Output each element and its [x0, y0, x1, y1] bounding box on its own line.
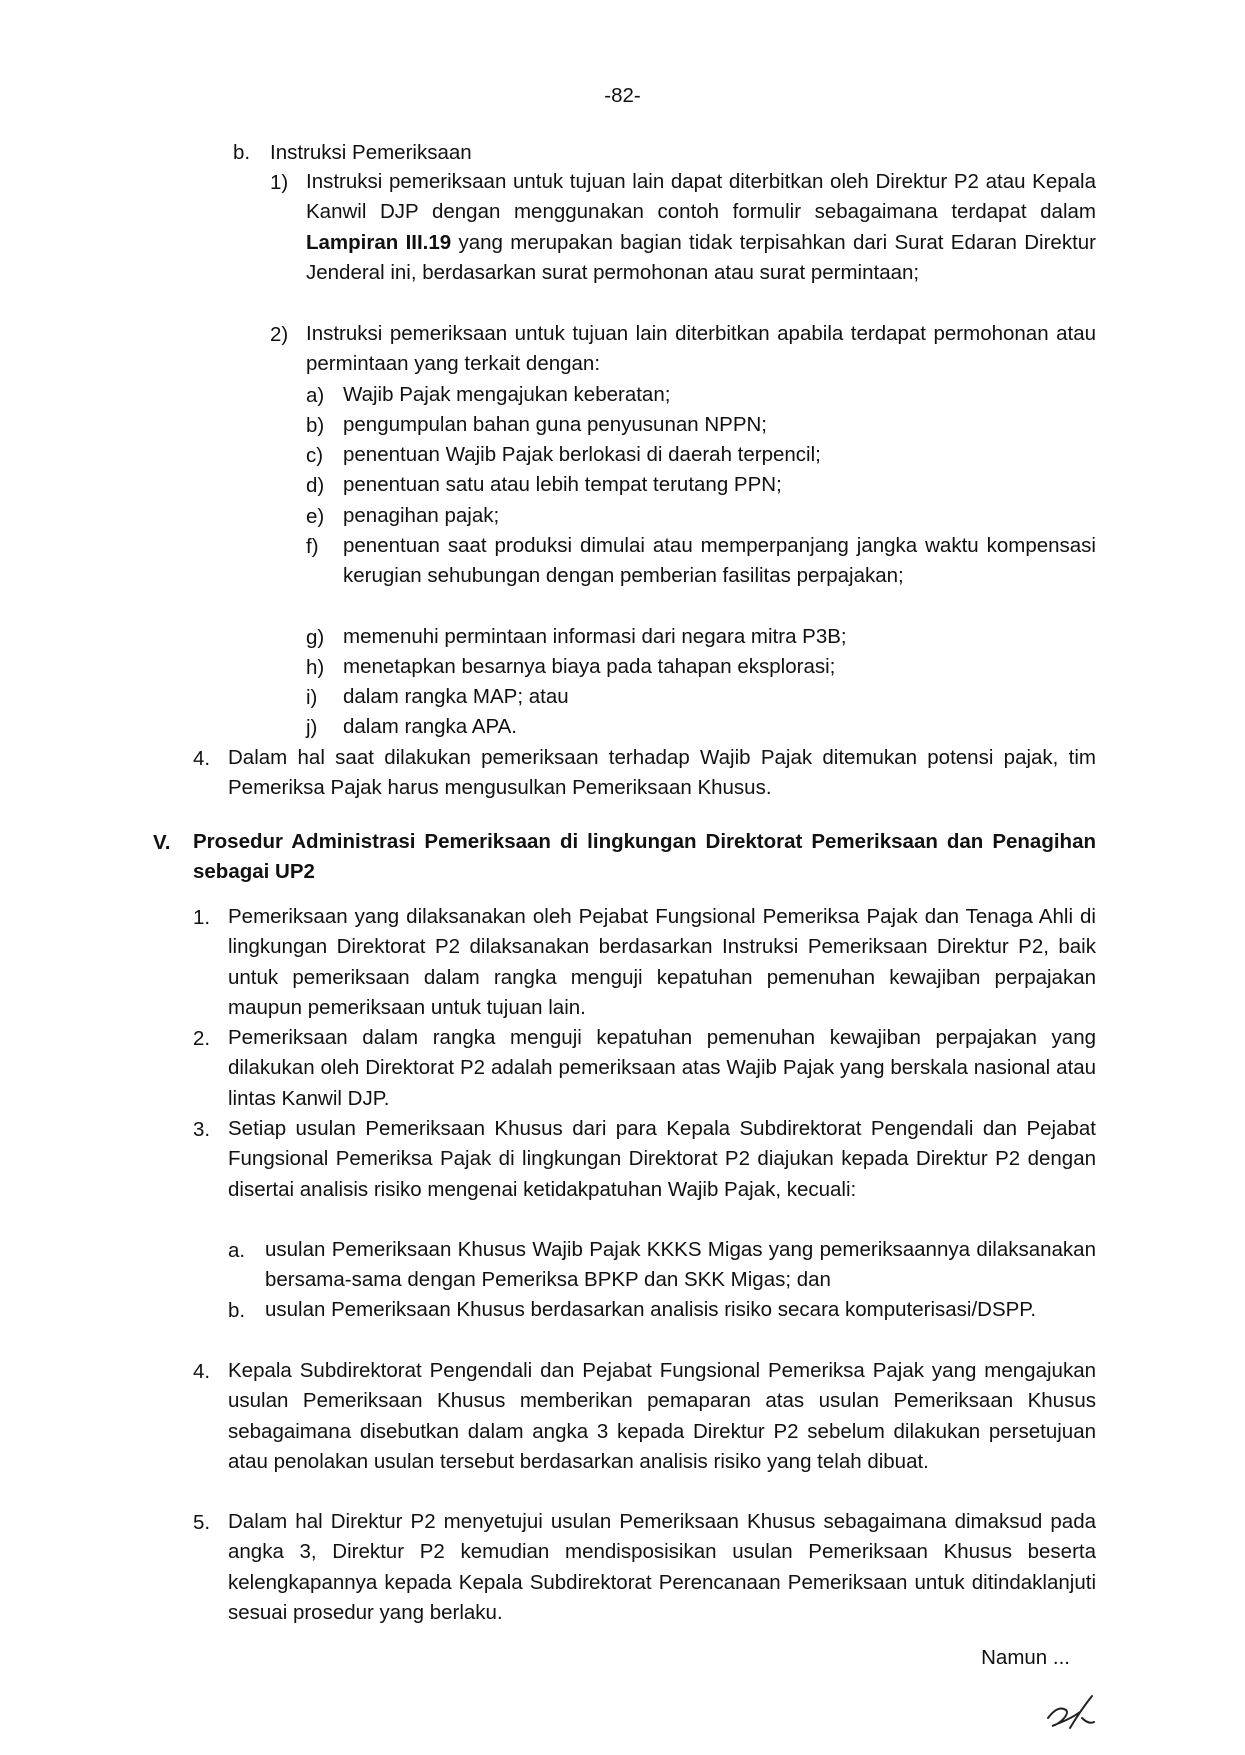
handwritten-initial — [1040, 1688, 1100, 1734]
item-1-marker: 1) — [270, 171, 289, 194]
subitem-c-marker: c) — [306, 444, 324, 467]
subitem-c-text: penentuan Wajib Pajak berlokasi di daerah terpencil; — [343, 443, 821, 466]
continuation-text: Namun ... — [981, 1646, 1070, 1669]
v-item-1-marker: 1. — [193, 906, 211, 929]
subitem-h-marker: h) — [306, 656, 325, 679]
subitem-b-text: pengumpulan bahan guna penyusunan NPPN; — [343, 413, 767, 436]
subitem-a-marker: a) — [306, 384, 325, 407]
section-b-marker: b. — [233, 141, 251, 164]
item-4-prev-text: Dalam hal saat dilakukan pemeriksaan terhadap Wajib Pajak ditemukan potensi pajak, tim Pemeriksa Pajak harus mengusulkan Pemeriksaan Khusus. — [228, 746, 1096, 800]
v-subitem-a-text: usulan Pemeriksaan Khusus Wajib Pajak KKKS Migas yang pemeriksaannya dilaksanakan bersama-sama dengan Pemeriksa BPKP dan SKK Migas; dan — [265, 1238, 1096, 1292]
section-v-marker: V. — [153, 831, 171, 854]
v-subitem-b-marker: b. — [228, 1299, 246, 1322]
v-item-5-marker: 5. — [193, 1511, 211, 1534]
v-item-1-text: Pemeriksaan yang dilaksanakan oleh Pejabat Fungsional Pemeriksa Pajak dan Tenaga Ahli di lingkungan Direktorat P2 dilaksanakan berdasarkan Instruksi Pemeriksaan Direktur P2, baik untuk pemeriksaan dalam rangka menguji kepatuhan pemenuhan kewajiban perpajakan maupun pemeriksaan untuk tujuan lain. — [228, 905, 1096, 1019]
item-4-prev-marker: 4. — [193, 747, 211, 770]
item-1-text — [306, 167, 1096, 288]
subitem-f-marker: f) — [306, 535, 319, 558]
item-2-marker: 2) — [270, 323, 289, 346]
v-subitem-b-text: usulan Pemeriksaan Khusus berdasarkan analisis risiko secara komputerisasi/DSPP. — [265, 1298, 1037, 1321]
item-2-text: Instruksi pemeriksaan untuk tujuan lain diterbitkan apabila terdapat permohonan atau permintaan yang terkait dengan: — [306, 322, 1096, 376]
v-item-5-text: Dalam hal Direktur P2 menyetujui usulan Pemeriksaan Khusus sebagaimana dimaksud pada angka 3, Direktur P2 kemudian mendisposisikan usulan Pemeriksaan Khusus beserta kelengkapannya kepada Kepala Subdirektorat Perencanaan Pemeriksaan untuk ditindaklanjuti sesuai prosedur yang berlaku. — [228, 1510, 1096, 1624]
section-v-title: Prosedur Administrasi Pemeriksaan di lingkungan Direktorat Pemeriksaan dan Penagihan sebagai UP2 — [193, 830, 1096, 884]
v-item-3-marker: 3. — [193, 1118, 211, 1141]
subitem-j-marker: j) — [306, 716, 318, 739]
v-item-2-marker: 2. — [193, 1027, 211, 1050]
subitem-f-text: penentuan saat produksi dimulai atau memperpanjang jangka waktu kompensasi kerugian sehubungan dengan pemberian fasilitas perpajakan; — [343, 534, 1096, 588]
item-1-text-after: yang merupakan bagian tidak terpisahkan dari Surat Edaran Direktur Jenderal ini, berdasarkan surat permohonan atau surat permintaan; — [306, 230, 1096, 284]
subitem-j-text: dalam rangka APA. — [343, 715, 517, 738]
item-1-text-before: Instruksi pemeriksaan untuk tujuan lain dapat diterbitkan oleh Direktur P2 atau Kepala Kanwil DJP dengan menggunakan contoh formulir sebagaimana terdapat dalam — [306, 170, 1096, 224]
subitem-i-marker: i) — [306, 686, 318, 709]
subitem-d-text: penentuan satu atau lebih tempat terutang PPN; — [343, 473, 782, 496]
subitem-e-text: penagihan pajak; — [343, 504, 500, 527]
subitem-d-marker: d) — [306, 474, 325, 497]
v-item-2-text: Pemeriksaan dalam rangka menguji kepatuhan pemenuhan kewajiban perpajakan yang dilakukan oleh Direktorat P2 adalah pemeriksaan atas Wajib Pajak yang berskala nasional atau lintas Kanwil DJP. — [228, 1026, 1096, 1110]
subitem-i-text: dalam rangka MAP; atau — [343, 685, 569, 708]
subitem-b-marker: b) — [306, 414, 325, 437]
item-1-bold-reference: Lampiran III.19 — [306, 230, 452, 254]
subitem-e-marker: e) — [306, 505, 325, 528]
section-b-title: Instruksi Pemeriksaan — [270, 141, 472, 164]
subitem-a-text: Wajib Pajak mengajukan keberatan; — [343, 383, 671, 406]
subitem-h-text: menetapkan besarnya biaya pada tahapan eksplorasi; — [343, 655, 836, 678]
subitem-g-marker: g) — [306, 626, 325, 649]
subitem-g-text: memenuhi permintaan informasi dari negara mitra P3B; — [343, 625, 847, 648]
v-item-4-marker: 4. — [193, 1360, 211, 1383]
v-item-4-text: Kepala Subdirektorat Pengendali dan Pejabat Fungsional Pemeriksa Pajak yang mengajukan usulan Pemeriksaan Khusus memberikan pemaparan atas usulan Pemeriksaan Khusus sebagaimana disebutkan dalam angka 3 kepada Direktur P2 sebelum dilakukan persetujuan atau penolakan usulan tersebut berdasarkan analisis risiko yang telah dibuat. — [228, 1359, 1096, 1473]
v-item-3-text: Setiap usulan Pemeriksaan Khusus dari para Kepala Subdirektorat Pengendali dan Pejabat Fungsional Pemeriksa Pajak di lingkungan Direktorat P2 diajukan kepada Direktur P2 dengan disertai analisis risiko mengenai ketidakpatuhan Wajib Pajak, kecuali: — [228, 1117, 1096, 1201]
v-subitem-a-marker: a. — [228, 1239, 246, 1262]
page-number: -82- — [604, 84, 641, 107]
